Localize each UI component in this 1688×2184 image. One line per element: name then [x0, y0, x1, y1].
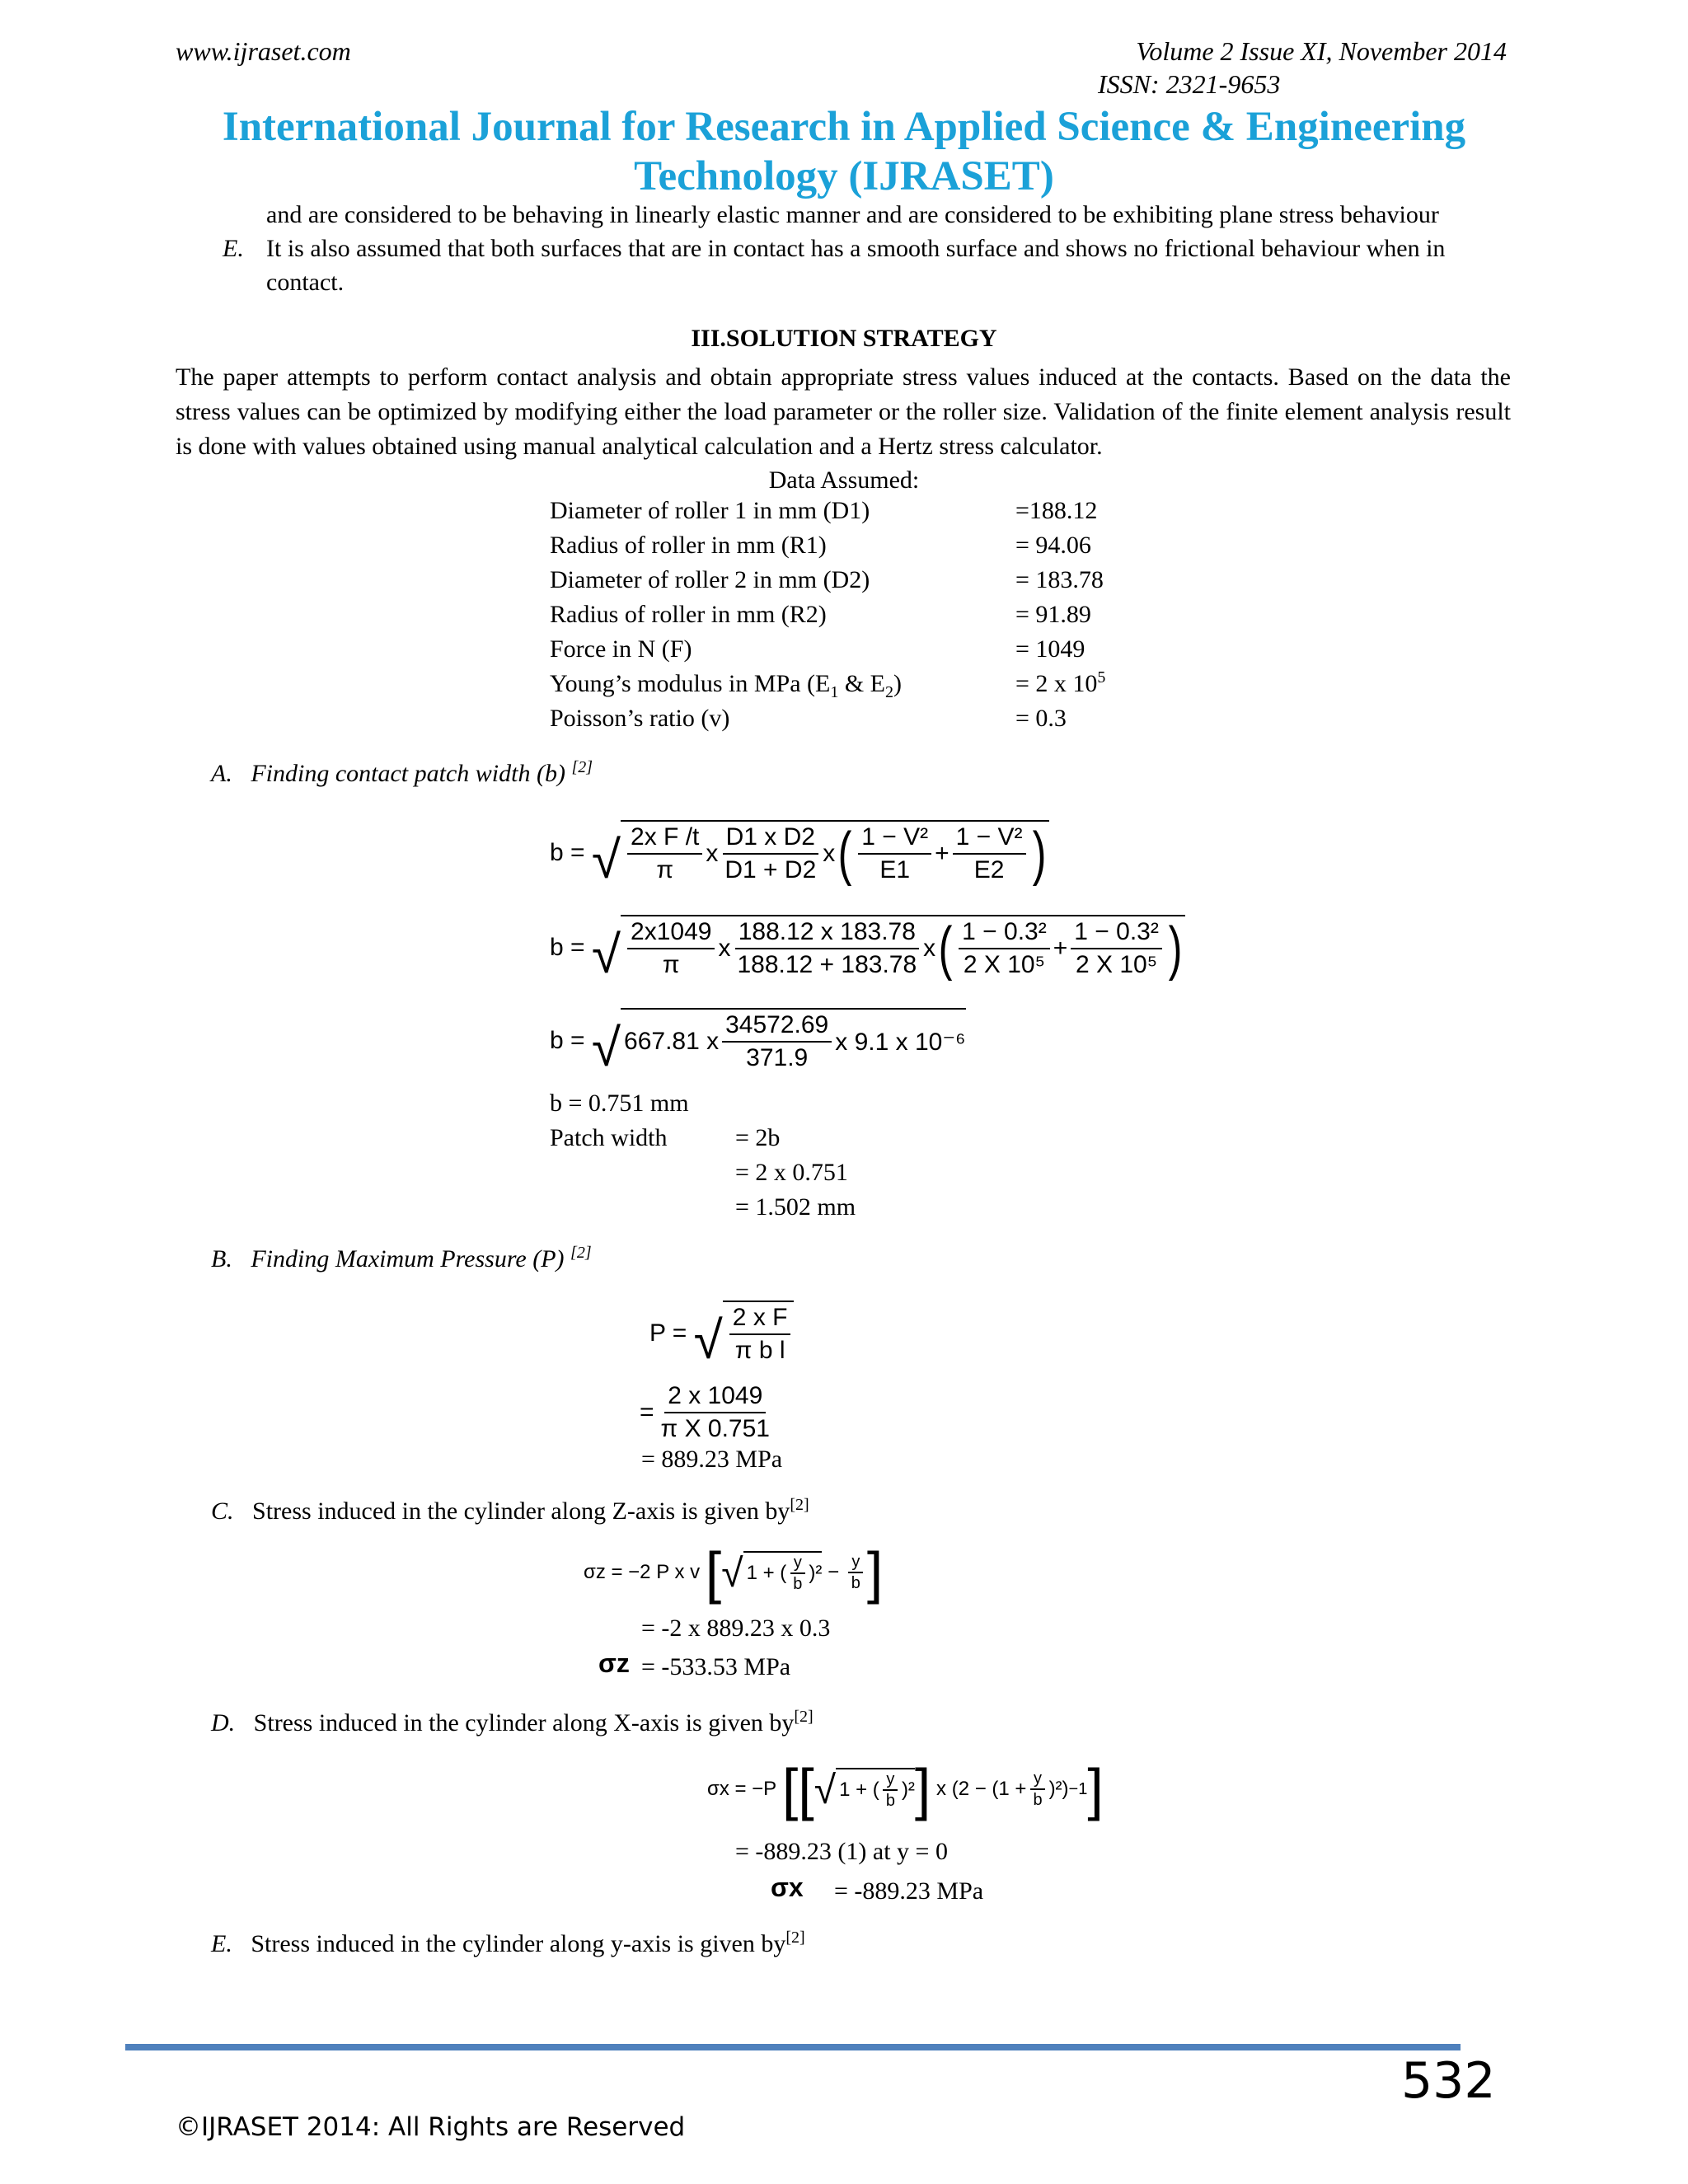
- data-row: [550, 705, 1127, 739]
- subsection-c-heading: [211, 1494, 809, 1529]
- patch-width-label: Patch width: [550, 1124, 668, 1151]
- section-heading: III.SOLUTION STRATEGY: [691, 325, 997, 352]
- equation-p: P = √ $\frac{\text{2 x F}}{\text{π b l}}$: [649, 1292, 794, 1375]
- subsection-e-ref: [2]: [785, 1929, 805, 1947]
- subsection-c-ref: [2]: [790, 1496, 809, 1514]
- eq-b-f3-den: E1: [879, 856, 911, 883]
- subsection-d-heading: [211, 1706, 814, 1741]
- data-row: [550, 601, 1127, 635]
- subsection-b-ref: [2]: [570, 1244, 592, 1262]
- sigma-z-symbol: σz: [598, 1648, 630, 1678]
- eq-x-lhs: σx = −P: [707, 1778, 777, 1800]
- eq-z-y2: y: [848, 1552, 863, 1573]
- eq-b-n2-den: 188.12 + 183.78: [737, 951, 917, 978]
- page-number: 532: [1401, 2052, 1496, 2110]
- subsection-a-heading: [211, 757, 593, 791]
- copyright-notice: ©IJRASET 2014: All Rights are Reserved: [176, 2112, 686, 2142]
- eq-x-b2: b: [1033, 1791, 1043, 1809]
- data-row-label: Force in N (F): [550, 635, 692, 663]
- eq-z-b2: b: [851, 1574, 860, 1592]
- data-row-label: Poisson’s ratio (v): [550, 705, 730, 732]
- equation-b-substituted: b = √ $\frac{2x1049}{\pi}$ x $\frac{188.12 x 183.78}{188.12 + 183.78}$ x ( $\frac{\text{1 − 0.3²}}{\text{2 X 10⁵}}$ + $\frac{\text{1 − 0.3²}}{\text{2 X 10⁵}}$ ): [550, 902, 1185, 993]
- eq-x-sq-post: )²: [901, 1779, 915, 1801]
- eq-p-num2: 2 x 1049: [664, 1380, 766, 1413]
- footer-rule: [125, 2044, 1461, 2050]
- eq-b-n1-den: π: [662, 951, 680, 978]
- subsection-e-title: Stress induced in the cylinder along y-axis is given by: [251, 1930, 786, 1957]
- data-row-value: = 1049: [1015, 635, 1085, 663]
- website-url: www.ijraset.com: [176, 36, 351, 66]
- eq-b-f2-num: D1 x D2: [723, 822, 818, 855]
- patch-width-line-1: = 2b: [735, 1124, 781, 1151]
- journal-title-line1: International Journal for Research in Applied Science & Engineering: [222, 104, 1466, 150]
- subsection-b-title: Finding Maximum Pressure (P): [251, 1245, 565, 1272]
- eq-z-sqrt-pre: 1 + (: [746, 1562, 787, 1584]
- equation-b-general: [550, 808, 1049, 898]
- eq-b-s-pre: 667.81 x: [624, 1028, 720, 1055]
- eq-b-f4-num: 1 − V²: [953, 822, 1026, 855]
- subsection-d-title: Stress induced in the cylinder along X-axis is given by: [253, 1709, 795, 1736]
- eq-b-n3-num: 1 − 0.3²: [959, 916, 1050, 949]
- b-value: b = 0.751 mm: [550, 1090, 689, 1117]
- times-sign: x: [706, 840, 719, 867]
- data-row: [550, 635, 1127, 670]
- eq-b-f2-den: D1 + D2: [724, 856, 817, 883]
- eq-p-den2: π X 0.751: [660, 1415, 770, 1442]
- eq-x-sqrt-pre: 1 + (: [839, 1779, 879, 1801]
- eq-b-lhs-3: b =: [550, 1027, 585, 1054]
- eq-b-lhs-2: b =: [550, 934, 585, 961]
- data-row-value: = 0.3: [1015, 705, 1067, 732]
- data-row: [550, 670, 1127, 705]
- p-result: = 889.23 MPa: [641, 1446, 783, 1473]
- sigma-z-calc: = -2 x 889.23 x 0.3: [641, 1615, 831, 1642]
- data-row-label: Radius of roller in mm (R2): [550, 601, 827, 628]
- equation-p-substituted: [640, 1378, 776, 1447]
- data-row-label: Diameter of roller 2 in mm (D2): [550, 566, 870, 593]
- sigma-x-symbol: σx: [771, 1872, 804, 1902]
- times-sign: x: [823, 840, 836, 867]
- data-assumed-title: Data Assumed:: [768, 466, 920, 494]
- subsection-e-marker: E.: [211, 1930, 232, 1957]
- subsection-d-ref: [2]: [794, 1708, 814, 1726]
- eq-x-y: y: [883, 1769, 898, 1791]
- eq-p-lhs: P =: [649, 1319, 687, 1347]
- subsection-c-title: Stress induced in the cylinder along Z-axis is given by: [252, 1497, 790, 1525]
- subsection-a-title: Finding contact patch width (b): [251, 760, 565, 787]
- eq-p-equals: =: [640, 1399, 654, 1426]
- times-sign: x: [718, 935, 731, 962]
- assumption-e-marker: E.: [223, 235, 244, 262]
- sigma-x-calc: = -889.23 (1) at y = 0: [735, 1838, 948, 1865]
- eq-b-n2-num: 188.12 x 183.78: [735, 916, 919, 949]
- times-sign: x: [923, 935, 936, 962]
- journal-title-line2: Technology (IJRASET): [634, 153, 1054, 199]
- eq-b-lhs: b =: [550, 839, 585, 866]
- data-row-value: = 2 x $10^5$: [1015, 668, 1106, 697]
- eq-b-s-num: 34572.69: [722, 1010, 832, 1043]
- eq-b-f1-num: 2x F /t: [627, 822, 702, 855]
- eq-b-s-den: 371.9: [746, 1044, 809, 1071]
- eq-b-n1-num: 2x1049: [627, 916, 715, 949]
- subsection-a-ref: [2]: [571, 758, 593, 776]
- eq-z-b: b: [793, 1575, 803, 1593]
- eq-b-n4-den: 2 X 10⁵: [1075, 951, 1158, 978]
- eq-x-y2: y: [1030, 1769, 1045, 1790]
- data-row: [550, 532, 1127, 566]
- equation-b-simplified: b = √ 667.81 x $\frac{34572.69}{371.9}$ x 9.1 x 10⁻⁶: [550, 996, 966, 1086]
- eq-z-y: y: [790, 1553, 805, 1574]
- data-row: [550, 497, 1127, 532]
- data-row-value: = 91.89: [1015, 601, 1091, 628]
- eq-b-f3-num: 1 − V²: [858, 822, 931, 855]
- data-row-label: Diameter of roller 1 in mm (D1): [550, 497, 870, 524]
- eq-z-lhs: σz = −2 P x v: [584, 1561, 701, 1583]
- assumption-e-line1: It is also assumed that both surfaces that are in contact has a smooth surface and shows no frictional behaviour when in: [266, 235, 1446, 262]
- volume-info: Volume 2 Issue XI, November 2014: [1136, 36, 1507, 66]
- assumption-d-continuation: and are considered to be behaving in linearly elastic manner and are considered to be exhibiting plane stress behaviour: [266, 201, 1439, 228]
- data-row-value: = 183.78: [1015, 566, 1104, 593]
- patch-width-line-2: = 2 x 0.751: [735, 1159, 848, 1186]
- equation-sigma-z: σz = −2 P x v [ √ 1 + ( $\frac{y}{b}$ )² − $\frac{y}{b}$ ]: [584, 1540, 884, 1605]
- data-row-label: Radius of roller in mm (R1): [550, 532, 827, 559]
- subsection-b-marker: B.: [211, 1245, 232, 1272]
- section-paragraph: The paper attempts to perform contact analysis and obtain appropriate stress values induced at the contacts. Based on the data the stress values can be optimized by modifying either the load parameter or the roller size. Validation of the finite element analysis result is done with values obtained using manual analytical calculation and a Hertz stress calculator.: [176, 363, 1511, 460]
- subsection-c-marker: C.: [211, 1497, 234, 1525]
- eq-x-b: b: [885, 1792, 895, 1810]
- eq-p-num: 2 x F: [729, 1302, 791, 1335]
- eq-b-f4-den: E2: [973, 856, 1005, 883]
- plus-sign: +: [935, 840, 950, 867]
- eq-z-sq-post: )²: [809, 1562, 823, 1584]
- eq-b-n4-num: 1 − 0.3²: [1071, 916, 1162, 949]
- plus-sign: +: [1053, 935, 1068, 962]
- sigma-z-result: = -533.53 MPa: [641, 1653, 791, 1680]
- data-row-value: =188.12: [1015, 497, 1098, 524]
- data-row: [550, 566, 1127, 601]
- issn: ISSN: 2321-9653: [1098, 69, 1281, 99]
- patch-width-line-3: = 1.502 mm: [735, 1193, 856, 1221]
- data-row-value: = 94.06: [1015, 532, 1091, 559]
- sqrt-symbol-group: √ $\frac{\text{2x F /t}}{\pi}$ x $\frac{\text{D1 x D2}}{D1 + D2}$ x ( $\frac{\text{1 − V²}}{E1}$ + $\frac{\text{1 − V²}}{E2}$ ): [592, 820, 1049, 886]
- equation-sigma-x: σx = −P [[ √ 1 + ( $\frac{y}{b}$ )² ] x (2 − (1 + $\frac{y}{b}$ )²) −1 ]: [707, 1757, 1104, 1821]
- assumption-e-line2: contact.: [266, 269, 345, 296]
- data-row-label: Young’s modulus in MPa ($E_1$ & $E_2$): [550, 670, 903, 701]
- minus-sign: −: [828, 1561, 840, 1583]
- sigma-x-result: = -889.23 MPa: [834, 1877, 984, 1905]
- eq-b-s-post: x 9.1 x 10⁻⁶: [835, 1028, 966, 1056]
- eq-p-den: π b l: [734, 1337, 785, 1364]
- eq-b-n3-den: 2 X 10⁵: [963, 951, 1046, 978]
- subsection-a-marker: A.: [211, 760, 232, 787]
- subsection-b-heading: [211, 1242, 592, 1277]
- eq-b-f1-den: π: [656, 856, 674, 883]
- subsection-e-heading: [211, 1927, 805, 1961]
- subsection-d-marker: D.: [211, 1709, 236, 1736]
